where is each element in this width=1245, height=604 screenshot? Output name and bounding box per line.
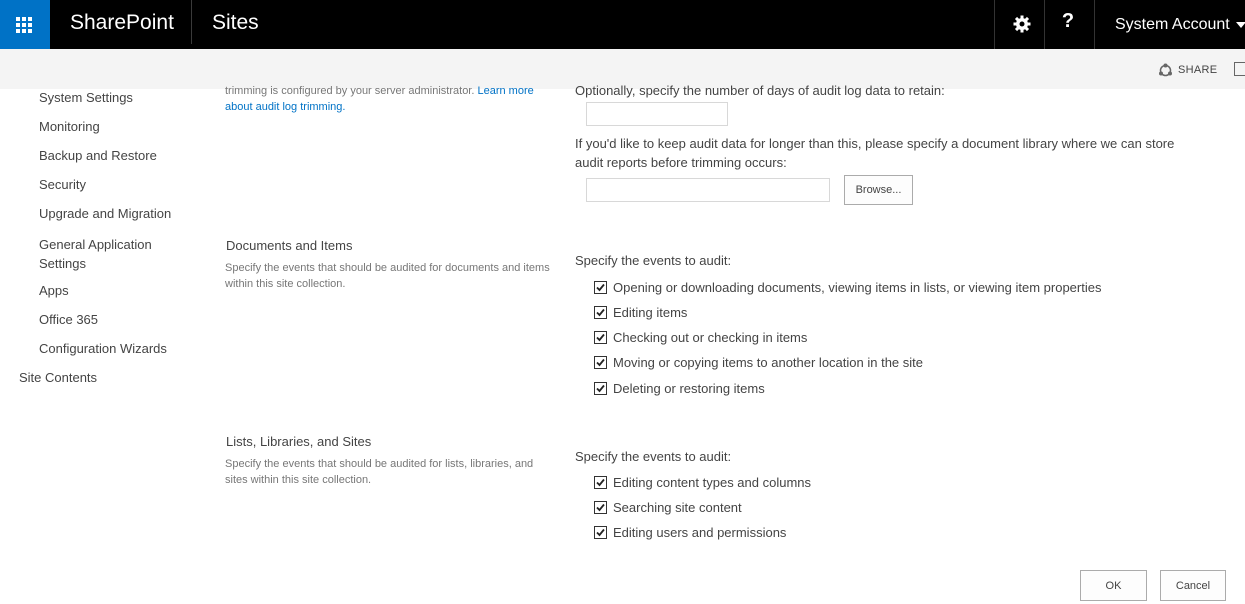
nav-item-security[interactable]: Security (39, 177, 86, 192)
event-label: Deleting or restoring items (613, 381, 765, 396)
checkmark-icon (595, 502, 606, 513)
gear-icon (1012, 14, 1032, 34)
library-label: If you'd like to keep audit data for longer than this, please specify a document library where we can store audit reports before trimming occurs: (575, 136, 1175, 170)
event-checkbox[interactable] (594, 501, 607, 514)
lists-section-title: Lists, Libraries, and Sites (226, 434, 372, 449)
event-checkbox[interactable] (594, 382, 607, 395)
event-checkbox[interactable] (594, 281, 607, 294)
event-checkbox[interactable] (594, 331, 607, 344)
nav-item-backup-restore[interactable]: Backup and Restore (39, 148, 157, 163)
event-checkbox[interactable] (594, 306, 607, 319)
lists-events-label: Specify the events to audit: (575, 449, 732, 464)
nav-item-configuration-wizards[interactable]: Configuration Wizards (39, 341, 167, 356)
account-menu[interactable]: System Account (1115, 16, 1230, 33)
nav-item-monitoring[interactable]: Monitoring (39, 119, 100, 134)
checkmark-icon (595, 383, 606, 394)
focus-content-icon[interactable] (1234, 62, 1245, 76)
retention-description (225, 83, 555, 115)
event-label: Checking out or checking in items (613, 330, 808, 345)
event-label: Moving or copying items to another location in the site (613, 355, 924, 370)
checkmark-icon (595, 307, 606, 318)
chevron-down-icon[interactable] (1236, 22, 1245, 28)
documents-section-title: Documents and Items (226, 238, 353, 253)
event-label: Editing content types and columns (613, 475, 812, 490)
lists-section-description: Specify the events that should be audited for lists, libraries, and sites within this site collection. (225, 458, 534, 486)
nav-item-general-app-settings[interactable]: General Application Settings (39, 237, 152, 271)
checkmark-icon (595, 527, 606, 538)
documents-section-description: Specify the events that should be audited for documents and items within this site collection. (225, 262, 550, 290)
event-label: Editing users and permissions (613, 525, 787, 540)
event-label: Editing items (613, 305, 688, 320)
nav-item-site-contents[interactable]: Site Contents (19, 370, 98, 385)
suite-divider (1094, 0, 1095, 49)
cancel-button[interactable]: Cancel (1160, 570, 1226, 601)
suite-divider (994, 0, 995, 49)
learn-more-link[interactable]: Learn more about audit log trimming. (225, 85, 534, 113)
ok-button[interactable]: OK (1080, 570, 1147, 601)
app-launcher-icon (16, 17, 32, 33)
checkmark-icon (595, 332, 606, 343)
sites-link[interactable]: Sites (212, 11, 259, 34)
nav-item-apps[interactable]: Apps (39, 283, 69, 298)
event-checkbox[interactable] (594, 356, 607, 369)
help-button[interactable]: ? (1061, 10, 1075, 32)
app-launcher-button[interactable] (0, 0, 50, 49)
retention-days-label: Optionally, specify the number of days of audit log data to retain: (575, 83, 945, 98)
event-label: Searching site content (613, 500, 742, 515)
checkmark-icon (595, 477, 606, 488)
suite-divider (1044, 0, 1045, 49)
retention-desc-text: trimming is configured by your server administrator. (225, 85, 478, 97)
retention-days-input[interactable] (586, 102, 728, 126)
checkmark-icon (595, 282, 606, 293)
browse-button[interactable]: Browse... (844, 175, 913, 205)
event-checkbox[interactable] (594, 476, 607, 489)
checkmark-icon (595, 357, 606, 368)
event-label: Opening or downloading documents, viewing items in lists, or viewing item properties (613, 280, 1102, 295)
event-checkbox[interactable] (594, 526, 607, 539)
brand-divider (191, 0, 192, 44)
documents-events-label: Specify the events to audit: (575, 253, 732, 268)
share-icon (1158, 63, 1173, 78)
library-input[interactable] (586, 178, 830, 202)
nav-item-system-settings[interactable]: System Settings (39, 90, 133, 105)
settings-button[interactable] (1000, 0, 1044, 49)
nav-item-upgrade-migration[interactable]: Upgrade and Migration (39, 206, 172, 221)
nav-item-office-365[interactable]: Office 365 (39, 312, 99, 327)
suite-bar (0, 0, 1245, 49)
share-label: SHARE (1178, 64, 1218, 76)
brand-title[interactable]: SharePoint (70, 11, 174, 34)
